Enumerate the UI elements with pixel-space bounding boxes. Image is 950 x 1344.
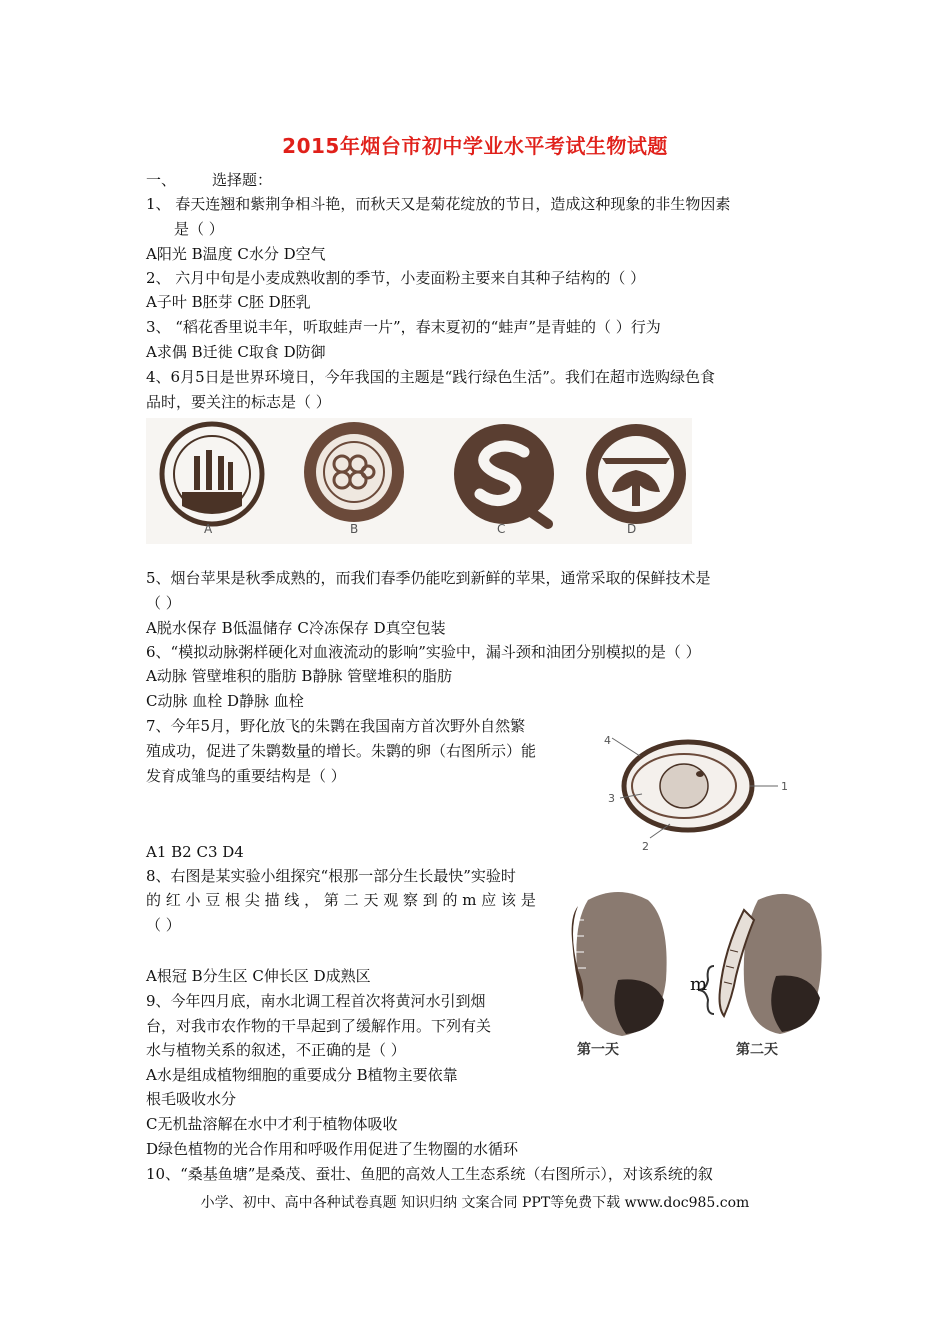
page-title: 2015年烟台市初中学业水平考试生物试题 <box>282 134 668 158</box>
q7-options: A1 B2 C3 D4 <box>146 843 244 861</box>
q7-fig-label-4: 4 <box>604 734 611 747</box>
q8-fig-day2: 第二天 <box>736 1042 778 1058</box>
q4-label-c: C <box>497 522 506 536</box>
q6-options-line2: C动脉 血栓 D静脉 血栓 <box>146 692 304 710</box>
q8-stem-line2: 的 红 小 豆 根 尖 描 线 ， 第 二 天 观 察 到 的 m 应 该 是 <box>146 891 536 909</box>
section-number: 一、 <box>146 171 177 189</box>
q8-fig-day1: 第一天 <box>577 1042 619 1058</box>
q10-stem: 10、“桑基鱼塘”是桑茂、蚕壮、鱼肥的高效人工生态系统（右图所示），对该系统的叙 <box>146 1165 713 1183</box>
q9-stem-line2: 台，对我市农作物的干旱起到了缓解作用。下列有关 <box>146 1017 492 1035</box>
q9-stem-line3: 水与植物关系的叙述，不正确的是（ ） <box>146 1041 406 1059</box>
q3-options: A求偶 B迁徙 C取食 D防御 <box>146 343 326 361</box>
q9-option-c: C无机盐溶解在水中才利于植物体吸收 <box>146 1115 398 1133</box>
q6-stem: 6、“模拟动脉粥样硬化对血液流动的影响”实验中，漏斗颈和油团分别模拟的是（ ） <box>146 643 701 661</box>
q7-stem-line3: 发育成雏鸟的重要结构是（ ） <box>146 767 346 785</box>
q4-label-b: B <box>350 522 359 536</box>
q9-options-ab-line2: 根毛吸收水分 <box>146 1090 237 1108</box>
logo-d-icon <box>586 424 686 524</box>
q7-stem-line2: 殖成功，促进了朱鹮数量的增长。朱鹮的卵（右图所示）能 <box>146 742 537 760</box>
q2-stem: 2、 六月中旬是小麦成熟收割的季节，小麦面粉主要来自其种子结构的（ ） <box>146 269 646 287</box>
bean-day2-icon <box>698 894 822 1034</box>
q7-stem-line1: 7、今年5月，野化放飞的朱鹮在我国南方首次野外自然繁 <box>146 717 526 735</box>
q1-stem-line1: 1、 春天连翘和紫荆争相斗艳，而秋天又是菊花绽放的节日，造成这种现象的非生物因素 <box>146 195 731 213</box>
q8-fig-m-label: m <box>690 974 708 995</box>
q8-stem-line1: 8、右图是某实验小组探究“根那一部分生长最快”实验时 <box>146 867 516 885</box>
q9-stem-line1: 9、今年四月底，南水北调工程首次将黄河水引到烟 <box>146 992 486 1010</box>
q5-options: A脱水保存 B低温储存 C冷冻保存 D真空包装 <box>146 619 446 637</box>
q4-label-a: A <box>204 522 213 536</box>
q5-stem-line2: （ ） <box>146 594 181 612</box>
q1-stem-line2: 是（ ） <box>174 220 224 238</box>
q4-logos-figure <box>146 418 692 544</box>
q3-stem: 3、 “稻花香里说丰年，听取蛙声一片”，春末夏初的“蛙声”是青蛙的（ ）行为 <box>146 318 661 336</box>
q1-options: A阳光 B温度 C水分 D空气 <box>146 245 326 263</box>
bean-day1-icon <box>572 892 667 1036</box>
section-label: 选择题： <box>212 171 273 189</box>
logo-c-icon <box>454 424 554 524</box>
q4-label-d: D <box>627 522 637 536</box>
q7-fig-label-1: 1 <box>781 780 788 793</box>
q5-stem-line1: 5、烟台苹果是秋季成熟的，而我们春季仍能吃到新鲜的苹果，通常采取的保鲜技术是 <box>146 569 711 587</box>
q2-options: A子叶 B胚芽 C胚 D胚乳 <box>146 293 311 311</box>
q4-stem-line2: 品时，要关注的标志是（ ） <box>146 393 331 411</box>
page-footer: 小学、初中、高中各种试卷真题 知识归纳 文案合同 PPT等免费下载 www.doc985.com <box>200 1195 750 1211</box>
q9-options-ab-line1: A水是组成植物细胞的重要成分 B植物主要依靠 <box>146 1066 458 1084</box>
logo-b-icon <box>304 422 404 522</box>
q6-options-line1: A动脉 管壁堆积的脂肪 B静脉 管壁堆积的脂肪 <box>146 667 453 685</box>
q4-stem-line1: 4、6月5日是世界环境日，今年我国的主题是“践行绿色生活”。我们在超市选购绿色食 <box>146 368 715 386</box>
q8-options: A根冠 B分生区 C伸长区 D成熟区 <box>146 967 371 985</box>
q9-option-d: D绿色植物的光合作用和呼吸作用促进了生物圈的水循环 <box>146 1140 519 1158</box>
q8-stem-line3: （ ） <box>146 916 181 934</box>
q7-egg-figure <box>600 728 800 856</box>
q7-fig-label-2: 2 <box>642 840 649 853</box>
q7-fig-label-3: 3 <box>608 792 615 805</box>
